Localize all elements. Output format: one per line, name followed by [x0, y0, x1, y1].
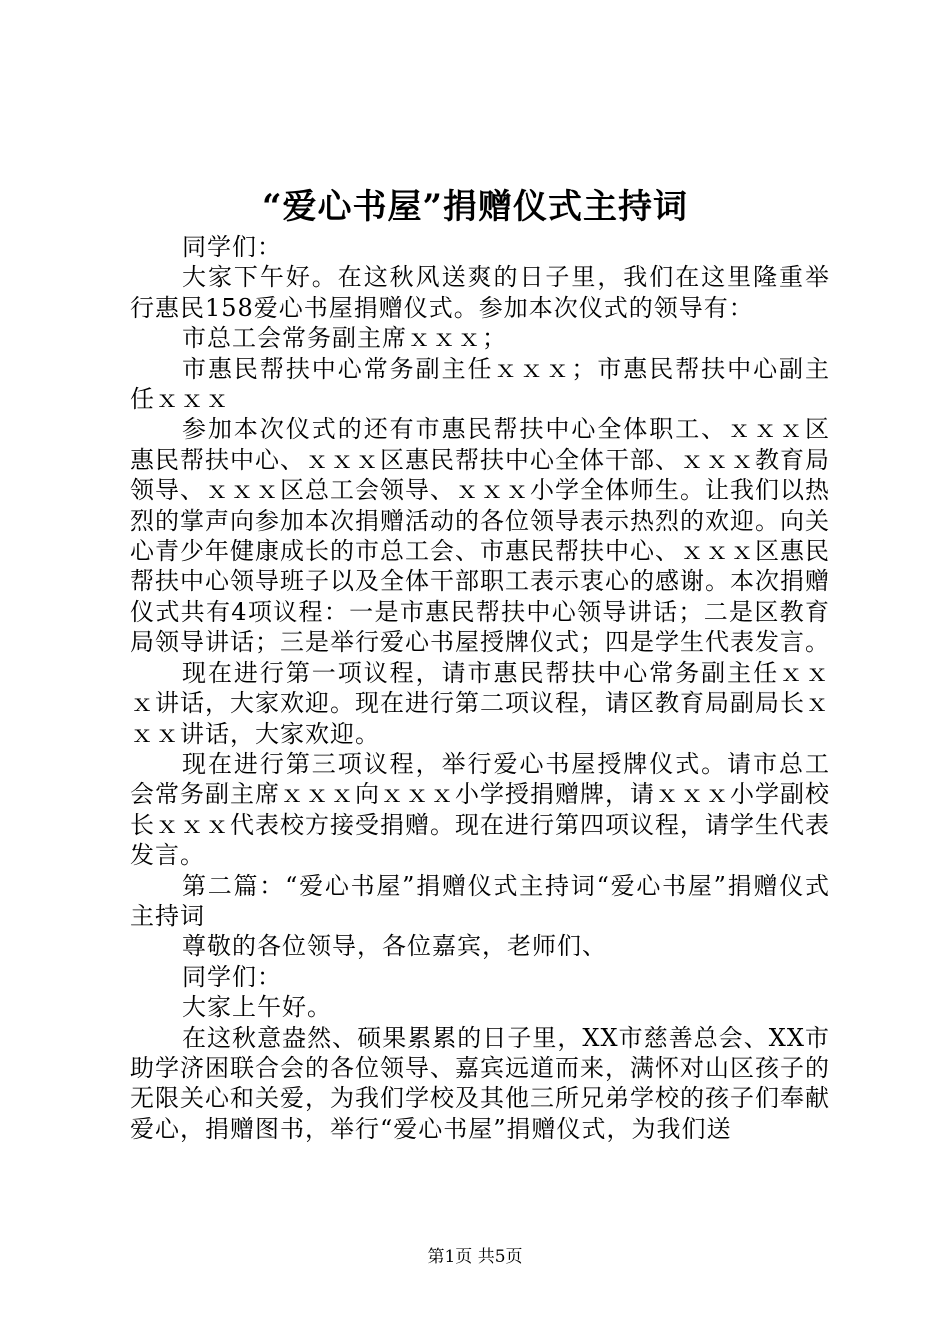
paragraph: 在这秋意盎然、硕果累累的日子里，XX市慈善总会、XX市助学济困联合会的各位领导、嘉宾远道而来，满怀对山区孩子的无限关心和关爱，为我们学校及其他三所兄弟学校的孩子们奉献爱心，捐赠图书，举行“爱心书屋”捐赠仪式，为我们送	[130, 1023, 830, 1143]
paragraph: 尊敬的各位领导，各位嘉宾，老师们、	[182, 932, 607, 961]
paragraph: 现在进行第一项议程，请市惠民帮扶中心常务副主任ｘｘｘ讲话，大家欢迎。现在进行第二项议程，请区教育局副局长ｘｘｘ讲话，大家欢迎。	[130, 658, 830, 748]
paragraph: 同学们：	[182, 233, 282, 261]
paragraph: 参加本次仪式的还有市惠民帮扶中心全体职工、ｘｘｘ区惠民帮扶中心、ｘｘｘ区惠民帮扶中心全体干部、ｘｘｘ教育局领导、ｘｘｘ区总工会领导、ｘｘｘ小学全体师生。让我们以热烈的掌声向参加本次捐赠活动的各位领导表示热烈的欢迎。向关心青少年健康成长的市总工会、市惠民帮扶中心、ｘｘｘ区惠民帮扶中心领导班子以及全体干部职工表示衷心的感谢。本次捐赠仪式共有4项议程：一是市惠民帮扶中心领导讲话；二是区教育局领导讲话；三是举行爱心书屋授牌仪式；四是学生代表发言。	[130, 415, 830, 657]
document-body	[130, 232, 830, 1144]
paragraph: 第二篇：“爱心书屋”捐赠仪式主持词“爱心书屋”捐赠仪式主持词	[130, 871, 830, 930]
paragraph: 市总工会常务副主席ｘｘｘ；	[182, 324, 507, 353]
paragraph: 大家上午好。	[182, 993, 332, 1022]
paragraph: 现在进行第三项议程，举行爱心书屋授牌仪式。请市总工会常务副主席ｘｘｘ向ｘｘｘ小学授捐赠牌，请ｘｘｘ小学副校长ｘｘｘ代表校方接受捐赠。现在进行第四项议程，请学生代表发言。	[130, 749, 830, 870]
document-title: “爱心书屋”捐赠仪式主持词	[261, 187, 689, 227]
paragraph: 同学们：	[182, 962, 282, 991]
page-number-footer: 第1页 共5页	[427, 1247, 523, 1267]
paragraph: 市惠民帮扶中心常务副主任ｘｘｘ；市惠民帮扶中心副主任ｘｘｘ	[130, 354, 830, 414]
paragraph: 大家下午好。在这秋风送爽的日子里，我们在这里隆重举行惠民158爱心书屋捐赠仪式。参加本次仪式的领导有：	[130, 263, 830, 322]
